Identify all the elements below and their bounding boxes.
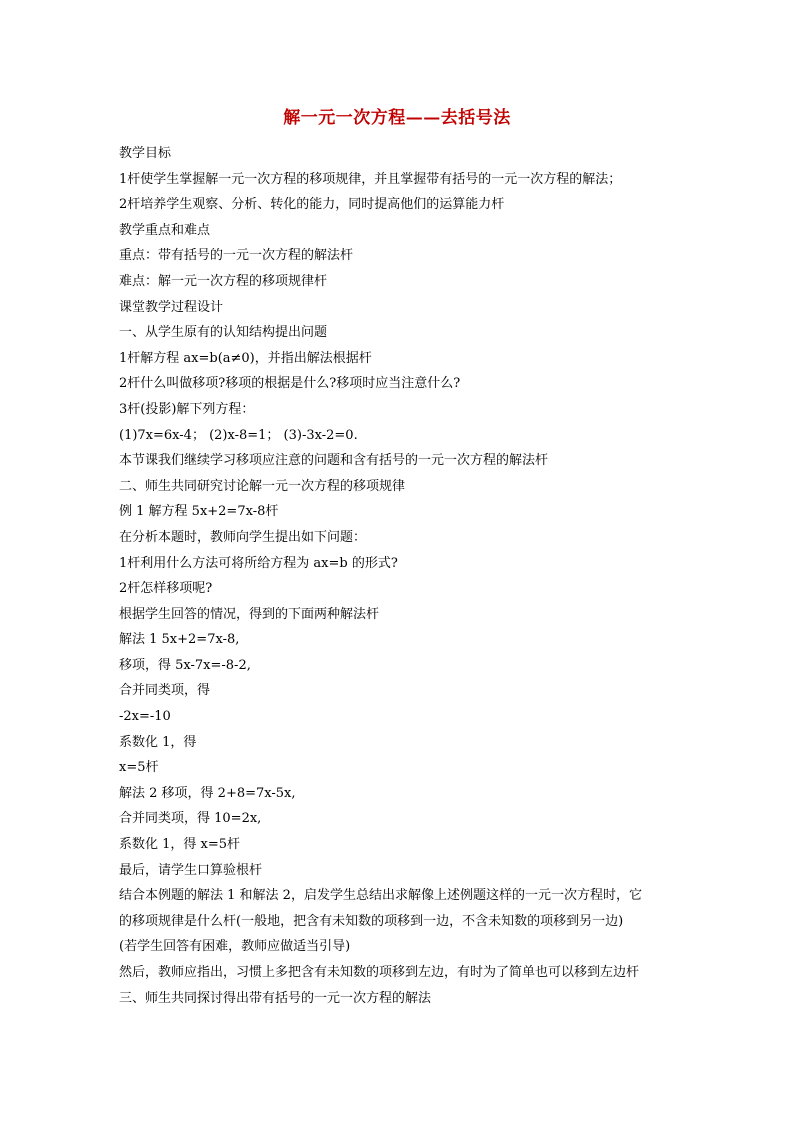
text-line: 二、师生共同研究讨论解一元一次方程的移项规律 [119, 478, 406, 494]
text-line: 重点：带有括号的一元一次方程的解法杆 [119, 248, 354, 264]
text-line: -2x=-10 [119, 709, 171, 725]
text-line: (若学生回答有困难，教师应做适当引导) [119, 939, 351, 955]
text-line: 系数化 1，得 [119, 734, 197, 750]
text-line: 系数化 1，得 x=5杆 [119, 837, 241, 853]
text-line: 1杆解方程 ax=b(a≠0)，并指出解法根据杆 [119, 350, 372, 366]
text-line: x=5杆 [119, 760, 159, 776]
text-line: 本节课我们继续学习移项应注意的问题和含有括号的一元一次方程的解法杆 [119, 453, 549, 469]
text-line: 合并同类项，得 [119, 683, 211, 699]
text-line: 移项，得 5x-7x=-8-2, [119, 657, 251, 673]
text-line: 难点：解一元一次方程的移项规律杆 [119, 273, 328, 289]
text-line: 的移项规律是什么杆(一般地，把含有未知数的项移到一边，不含未知数的项移到另一边) [119, 913, 624, 929]
document-title: 解一元一次方程——去括号法 [283, 108, 511, 128]
document-body [119, 141, 679, 1011]
text-line: 解法 1 5x+2=7x-8, [119, 632, 240, 648]
text-line: 2杆培养学生观察、分析、转化的能力，同时提高他们的运算能力杆 [119, 197, 505, 213]
text-line: 然后，教师应指出，习惯上多把含有未知数的项移到左边，有时为了简单也可以移到左边杆 [119, 965, 640, 980]
text-line: 1杆使学生掌握解一元一次方程的移项规律，并且掌握带有括号的一元一次方程的解法； [119, 171, 622, 187]
text-line: (1)7x=6x-4； (2)x-8=1； (3)-3x-2=0. [119, 427, 358, 443]
text-line: 合并同类项，得 10=2x, [119, 811, 262, 827]
text-line: 例 1 解方程 5x+2=7x-8杆 [119, 504, 279, 520]
text-line: 课堂教学过程设计 [119, 299, 224, 315]
text-line: 最后，请学生口算验根杆 [119, 862, 263, 878]
text-line: 根据学生回答的情况，得到的下面两种解法杆 [119, 606, 380, 622]
text-line: 解法 2 移项，得 2+8=7x-5x, [119, 785, 296, 801]
text-line: 结合本例题的解法 1 和解法 2，启发学生总结出求解像上述例题这样的一元一次方程时，它 [119, 888, 642, 904]
text-line: 三、师生共同探讨得出带有括号的一元一次方程的解法 [119, 990, 432, 1006]
text-line: 1杆利用什么方法可将所给方程为 ax=b 的形式? [119, 555, 398, 571]
text-line: 2杆怎样移项呢? [119, 581, 213, 597]
text-line: 3杆(投影)解下列方程： [119, 401, 255, 417]
text-line: 教学目标 [119, 146, 172, 161]
text-line: 在分析本题时，教师向学生提出如下问题： [119, 529, 367, 545]
text-line: 教学重点和难点 [119, 222, 211, 238]
text-line: 2杆什么叫做移项?移项的根据是什么?移项时应当注意什么? [119, 376, 461, 392]
text-line: 一、从学生原有的认知结构提出问题 [119, 325, 328, 341]
